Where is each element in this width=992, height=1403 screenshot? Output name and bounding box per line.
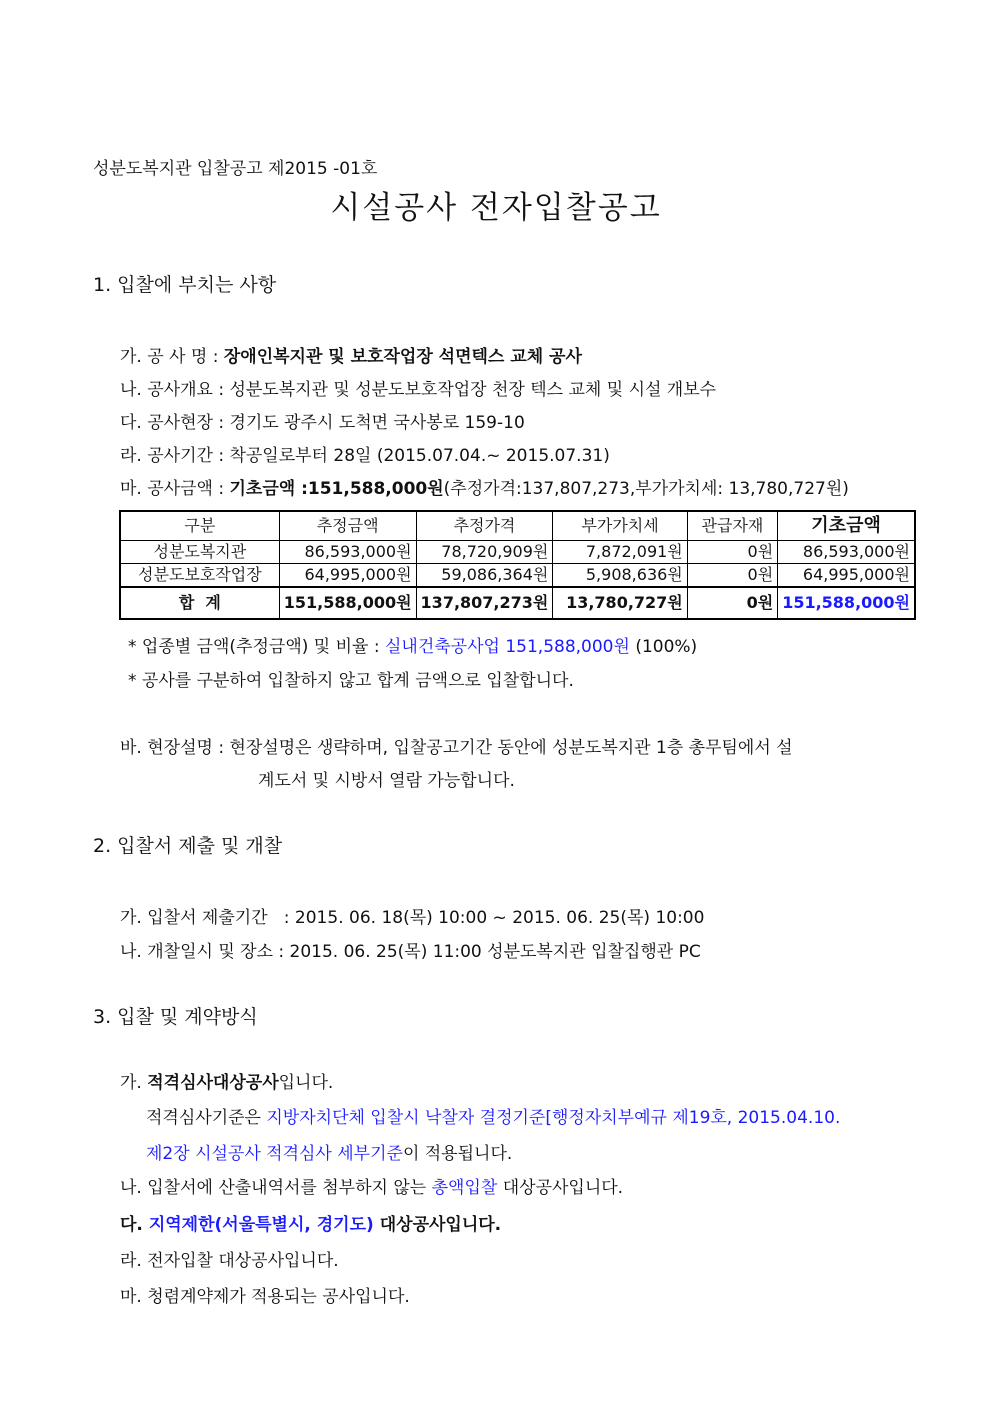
row-label: 성분도복지관 [120,541,279,564]
item-ma-amount [120,474,849,499]
item-ma-prefix: 마. 공사금액 : [120,479,225,499]
section-2-heading: 2. 입찰서 제출 및 개찰 [93,835,283,857]
document-number: 성분도복지관 입찰공고 제2015 -01호 [93,159,378,179]
criteria-suffix: 이 적용됩니다. [402,1144,513,1164]
table-cell: 13,780,727원 [553,587,687,619]
table-cell: 86,593,000원 [279,541,416,564]
header-cell: 추정금액 [279,511,416,541]
note1-suffix: (100%) [635,637,698,657]
table-cell: 7,872,091원 [553,541,687,564]
table-row [120,541,915,564]
lump-sum-bid: 총액입찰 [431,1178,498,1198]
criteria-chapter: 제2장 시설공사 적격심사 세부기준 [146,1144,403,1164]
header-cell: 기초금액 [778,511,915,541]
header-cell: 구분 [120,511,279,541]
table-cell: 137,807,273원 [416,587,553,619]
na-suffix: 대상공사입니다. [502,1178,624,1198]
table-cell: 5,908,636원 [553,564,687,588]
item-ga-qualification [120,1068,333,1093]
table-cell: 64,995,000원 [279,564,416,588]
na-prefix: 나. 입찰서에 산출내역서를 첨부하지 않는 [120,1178,427,1198]
item-na-overview: 나. 공사개요 : 성분도복지관 및 성분도보호작업장 천장 텍스 교체 및 시설 개보수 [120,380,717,400]
qualification-review: 적격심사대상공사 [147,1073,279,1093]
table-cell: 78,720,909원 [416,541,553,564]
table-total-row [120,587,915,619]
section-1-heading: 1. 입찰에 부치는 사항 [93,274,277,296]
criteria-line-1 [146,1103,840,1128]
table-cell: 59,086,364원 [416,564,553,588]
section-3-heading: 3. 입찰 및 계약방식 [93,1006,258,1028]
total-label: 합 계 [120,587,279,619]
item-ga-project-name [120,342,582,367]
note1-prefix: * 업종별 금액(추정금액) 및 비율 : [128,637,380,657]
item-ra-period: 라. 공사기간 : 착공일로부터 28일 (2015.07.04.~ 2015.07.31) [120,446,610,466]
ga-suffix: 입니다. [278,1073,334,1093]
base-amount: 기초금액 :151,588,000원 [229,479,444,499]
table-cell: 64,995,000원 [778,564,915,588]
header-cell: 관급자재 [687,511,777,541]
item-da-site: 다. 공사현장 : 경기도 광주시 도척면 국사봉로 159-10 [120,413,525,433]
da-suffix: 대상공사입니다. [379,1215,502,1235]
item-ma-integrity-contract: 마. 청렴계약제가 적용되는 공사입니다. [120,1287,410,1307]
note-industry-ratio [128,632,697,657]
region-restriction: 지역제한(서울특별시, 경기도) [148,1215,374,1235]
table-row [120,564,915,588]
item-na-lump-sum [120,1173,623,1198]
item-submission-period: 가. 입찰서 제출기간 : 2015. 06. 18(목) 10:00 ~ 2015. 06. 25(목) 10:00 [120,908,705,928]
da-prefix: 다. [120,1215,143,1235]
row-label: 성분도보호작업장 [120,564,279,588]
item-opening-datetime: 나. 개찰일시 및 장소 : 2015. 06. 25(목) 11:00 성분도복지관 입찰집행관 PC [120,942,701,962]
ga-prefix: 가. [120,1073,142,1093]
table-cell: 0원 [687,564,777,588]
industry-amount: 실내건축공사업 151,588,000원 [384,637,630,657]
page-title: 시설공사 전자입찰공고 [330,190,662,226]
amount-breakdown: (추정가격:137,807,273,부가가치세: 13,780,727원) [443,479,849,499]
table-header-row [120,511,915,541]
criteria-regulation: 지방자치단체 입찰시 낙찰자 결정기준[행정자치부예규 제19호, 2015.04.10. [266,1108,841,1128]
table-cell: 151,588,000원 [778,587,915,619]
item-ba-site-briefing-cont: 계도서 및 시방서 열람 가능합니다. [258,771,515,791]
table-cell: 151,588,000원 [279,587,416,619]
budget-table [119,510,916,620]
header-cell: 추정가격 [416,511,553,541]
criteria-prefix: 적격심사기준은 [146,1108,261,1128]
table-cell: 86,593,000원 [778,541,915,564]
table-cell: 0원 [687,541,777,564]
project-name: 장애인복지관 및 보호작업장 석면텍스 교체 공사 [223,347,582,367]
note-combined-bid: * 공사를 구분하여 입찰하지 않고 합계 금액으로 입찰합니다. [128,671,574,691]
item-ra-electronic-bid: 라. 전자입찰 대상공사입니다. [120,1251,339,1271]
header-cell: 부가가치세 [553,511,687,541]
table-cell: 0원 [687,587,777,619]
item-da-region [120,1210,501,1235]
criteria-line-2 [146,1139,512,1164]
item-ga-prefix: 가. 공 사 명 : [120,347,219,367]
item-ba-site-briefing: 바. 현장설명 : 현장설명은 생략하며, 입찰공고기간 동안에 성분도복지관 1층 총무팀에서 설 [120,738,793,758]
